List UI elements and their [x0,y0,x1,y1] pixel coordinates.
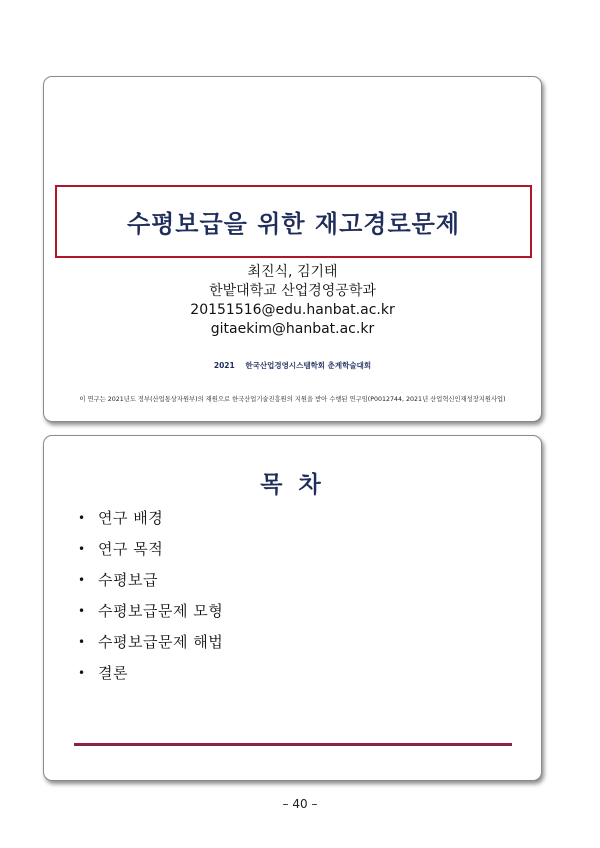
bullet-icon: • [78,603,86,618]
toc-item [78,533,223,564]
bottom-divider [74,743,512,746]
conference-line [44,360,541,371]
toc-item [78,564,223,595]
toc-title: 목 차 [260,472,325,498]
bullet-icon: • [78,510,86,525]
toc-item-label: 수평보급 [98,571,158,589]
toc-item-label: 결론 [98,664,128,682]
bullet-icon: • [78,665,86,680]
title-slide [43,76,542,422]
toc-item [78,657,223,688]
author-block [44,263,541,339]
email-1: 20151516@edu.hanbat.ac.kr [190,302,395,318]
bullet-icon: • [78,634,86,649]
toc-item-label: 수평보급문제 해법 [98,633,224,651]
conference-name: 한국산업경영시스템학회 춘계학술대회 [245,361,372,370]
department: 한밭대학교 산업경영공학과 [209,283,376,299]
author-names: 최진식, 김기태 [247,264,338,280]
bullet-icon: • [78,541,86,556]
toc-slide [43,435,542,781]
page-number: – 40 – [282,797,318,811]
conference-year: 2021 [213,361,235,370]
toc-item-label: 연구 배경 [98,509,164,527]
bullet-icon: • [78,572,86,587]
toc-item [78,502,223,533]
title-box [55,185,532,258]
email-2: gitaekim@hanbat.ac.kr [210,321,375,337]
toc-item [78,626,223,657]
toc-item [78,595,223,626]
toc-list [78,502,223,688]
acknowledgement: 이 연구는 2021년도 정부(산업통상자원부)의 재원으로 한국산업기술진흥원의 지원을 받아 수행된 연구임(P0012744, 2021년 산업혁신인재성장지원사업) [79,396,506,403]
toc-item-label: 수평보급문제 모형 [98,602,224,620]
toc-item-label: 연구 목적 [98,540,164,558]
slide-title: 수평보급을 위한 재고경로문제 [126,210,461,238]
